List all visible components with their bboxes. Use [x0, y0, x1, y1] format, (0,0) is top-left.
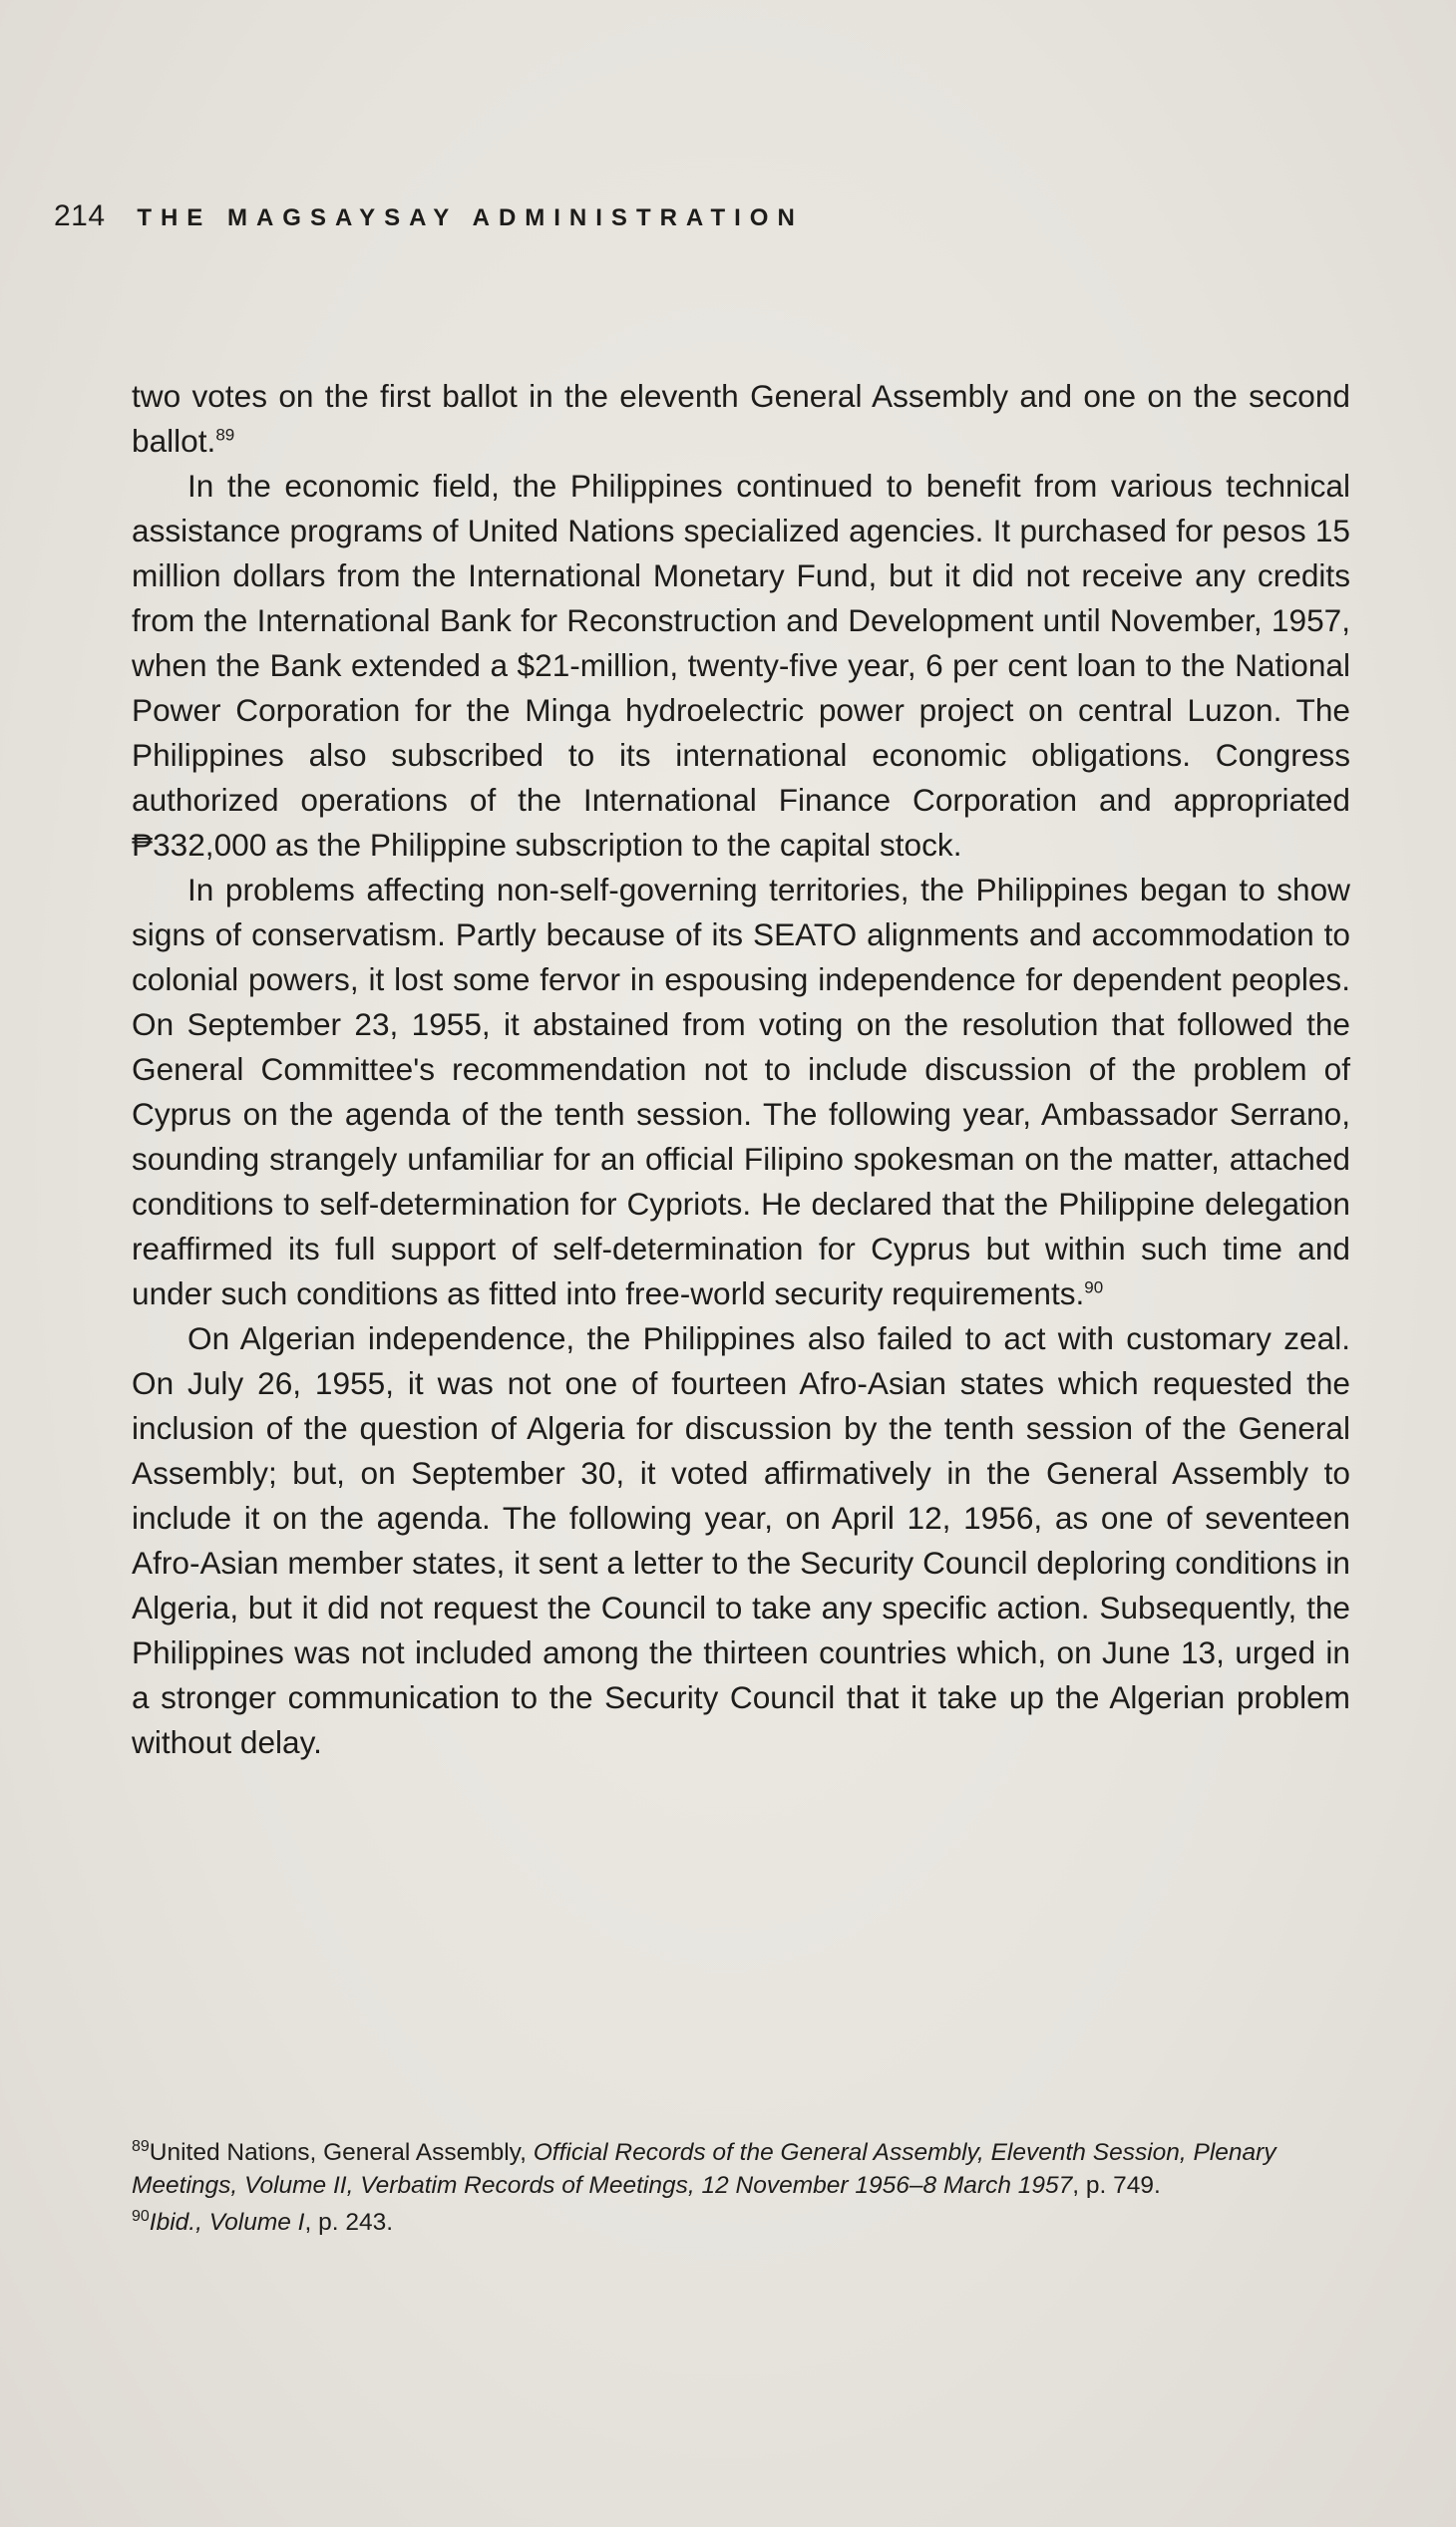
footnote-text: , p. 243.: [304, 2209, 394, 2236]
footnote-text: United Nations, General Assembly,: [149, 2139, 534, 2166]
paragraph-text: On Algerian independence, the Philippines also failed to act with customary zeal. On July 26, 1955, it was not one of fourteen Afro-Asian states which requested the inclusion of the question of Algeria for discussion by the tenth session of the General Assembly; but, on September 30, it voted affirmatively in the General Assembly to include it on the agenda. The following year, on April 12, 1956, as one of seventeen Afro-Asian member states, it sent a letter to the Security Council deploring conditions in Algeria, but it did not request the Council to take any specific action. Subsequently, the Philippines was not included among the thirteen countries which, on June 13, urged in a stronger communication to the Security Council that it take up the Algerian problem without delay.: [132, 1320, 1350, 1760]
paragraph-continuation: [132, 374, 1350, 464]
footnote-text: , p. 749.: [1072, 2172, 1161, 2199]
paragraph-economic-field: [132, 464, 1350, 868]
paragraph-text: In the economic field, the Philippines continued to benefit from various technical assistance programs of United Nations specialized agencies. It purchased for pesos 15 million dollars from the International Monetary Fund, but it did not receive any credits from the International Bank for Reconstruction and Development until November, 1957, when the Bank extended a $21-million, twenty-five year, 6 per cent loan to the National Power Corporation for the Minga hydroelectric power project on central Luzon. The Philippines also subscribed to its international economic obligations. Congress authorized operations of the International Finance Corporation and appropriated ₱332,000 as the Philippine subscription to the capital stock.: [132, 468, 1350, 863]
page-number: 214: [54, 199, 106, 232]
running-title: THE MAGSAYSAY ADMINISTRATION: [137, 204, 804, 231]
footnotes: [132, 2136, 1350, 2243]
paragraph-non-self-governing: [132, 868, 1350, 1316]
footnote-citation-title: Ibid., Volume I: [149, 2209, 305, 2236]
footnote-mark: 90: [132, 2207, 150, 2225]
paragraph-text: two votes on the first ballot in the eleventh General Assembly and one on the second ballot.: [132, 378, 1350, 459]
body-text: [132, 374, 1350, 1765]
footnote-reference: 90: [1084, 1277, 1104, 1297]
running-header: [54, 195, 804, 235]
footnote-reference: 89: [215, 425, 235, 445]
footnote-mark: 89: [132, 2137, 150, 2155]
footnote-89: [132, 2136, 1350, 2202]
paragraph-algerian-independence: [132, 1316, 1350, 1765]
footnote-citation-title: Official Records of the General Assembly, Eleventh Session, Plenary Meetings, Volume II, Verbatim Records of Meetings, 12 November 1956–8 March 1957: [132, 2139, 1276, 2199]
footnote-90: [132, 2206, 1350, 2239]
paragraph-text: In problems affecting non-self-governing territories, the Philippines began to show signs of conservatism. Partly because of its SEATO alignments and accommodation to colonial powers, it lost some fervor in espousing independence for dependent peoples. On September 23, 1955, it abstained from voting on the resolution that followed the General Committee's recommendation not to include discussion of the problem of Cyprus on the agenda of the tenth session. The following year, Ambassador Serrano, sounding strangely unfamiliar for an official Filipino spokesman on the matter, attached conditions to self-determination for Cypriots. He declared that the Philippine delegation reaffirmed its full support of self-determination for Cyprus but within such time and under such conditions as fitted into free-world security requirements.: [132, 872, 1350, 1311]
